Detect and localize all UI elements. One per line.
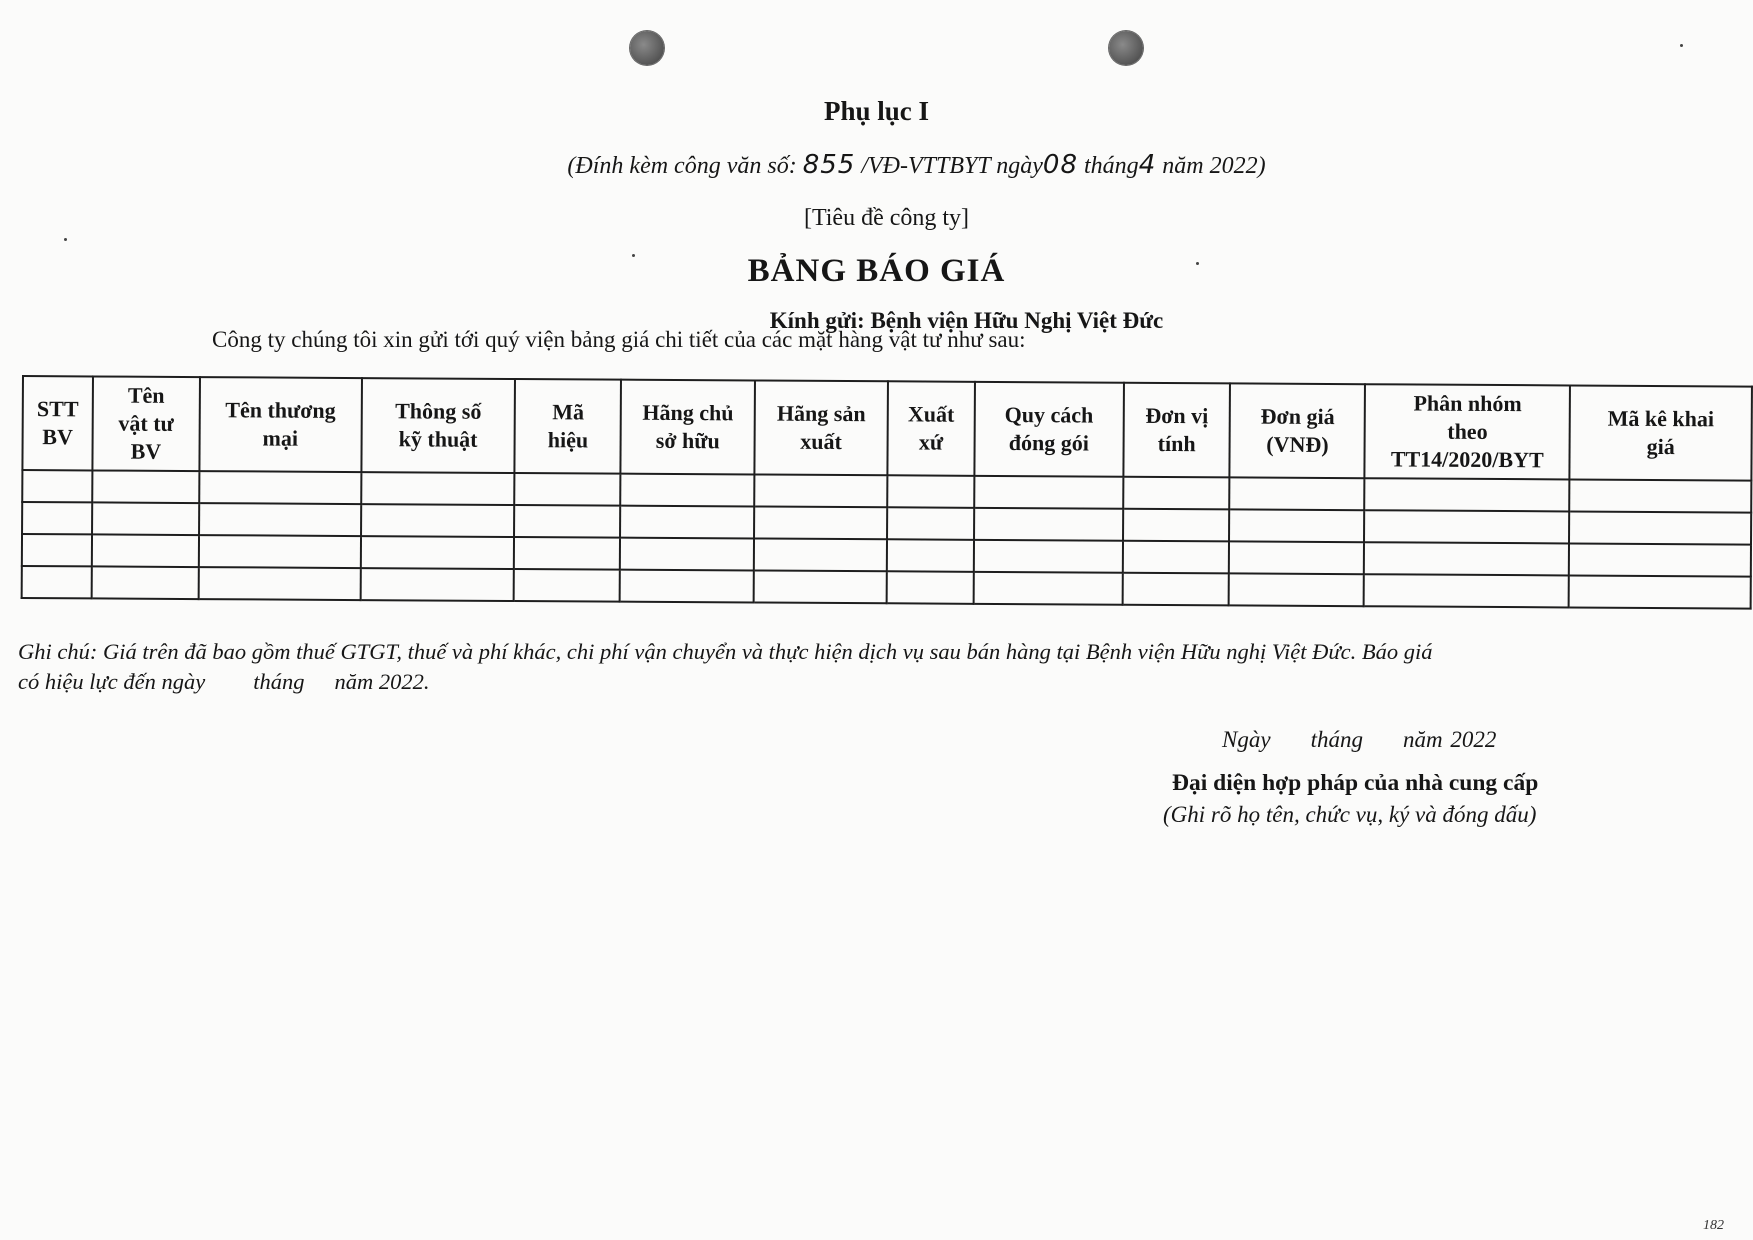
- column-header-line: Hãng chủ: [642, 399, 734, 426]
- column-header-line: xuất: [800, 428, 842, 455]
- column-header: [754, 380, 887, 475]
- column-header: [92, 376, 199, 471]
- column-header-line: kỹ thuật: [398, 426, 478, 452]
- table-cell[interactable]: [1365, 478, 1570, 511]
- column-header-line: theo: [1447, 418, 1488, 444]
- table-cell[interactable]: [887, 571, 974, 604]
- column-header-line: Đơn giá: [1260, 403, 1335, 430]
- column-header-line: tính: [1157, 430, 1196, 457]
- company-header: [Tiêu đề công ty]: [803, 205, 970, 231]
- table-cell[interactable]: [887, 507, 974, 540]
- column-header-line: hiệu: [547, 427, 589, 453]
- column-header-line: (VNĐ): [1266, 431, 1329, 457]
- table-cell[interactable]: [1364, 574, 1569, 607]
- table-cell[interactable]: [1122, 541, 1229, 574]
- reference-year: năm 2022): [1162, 153, 1266, 179]
- scan-speck: [1680, 44, 1683, 47]
- column-header-line: Hãng sản: [776, 400, 866, 427]
- page-mark: 182: [1703, 1218, 1724, 1233]
- table-cell[interactable]: [92, 502, 199, 535]
- column-header: [361, 378, 515, 473]
- reference-prefix: (Đính kèm công văn số:: [567, 153, 797, 179]
- table-cell[interactable]: [198, 567, 360, 600]
- table-cell[interactable]: [1364, 510, 1569, 543]
- column-header: [199, 377, 361, 472]
- table-cell[interactable]: [22, 470, 92, 502]
- table-header-row: [22, 376, 1752, 481]
- table-cell[interactable]: [754, 506, 887, 539]
- table-cell[interactable]: [360, 536, 514, 569]
- column-header-line: Tên: [127, 382, 165, 408]
- column-header: [515, 379, 621, 474]
- column-header-line: BV: [42, 424, 73, 450]
- column-header: [22, 376, 93, 470]
- table-cell[interactable]: [515, 473, 621, 506]
- table-cell[interactable]: [1569, 479, 1751, 512]
- table-cell[interactable]: [22, 566, 92, 598]
- column-header: [887, 381, 974, 476]
- column-header-line: STT: [36, 396, 79, 422]
- table-cell[interactable]: [1229, 573, 1364, 606]
- table-cell[interactable]: [1123, 477, 1230, 510]
- column-header-line: giá: [1646, 433, 1675, 460]
- column-header: [1123, 383, 1230, 478]
- table-cell[interactable]: [754, 570, 887, 603]
- column-header: [1365, 384, 1570, 479]
- table-cell[interactable]: [22, 502, 92, 534]
- table-body: [22, 470, 1752, 609]
- table-cell[interactable]: [1122, 573, 1229, 606]
- intro-text: Công ty chúng tôi xin gửi tới quý viện bảng giá chi tiết của các mặt hàng vật tư như sau:: [212, 327, 1026, 352]
- column-header: [1230, 383, 1365, 478]
- column-header-line: xứ: [918, 429, 944, 455]
- note-month-label: tháng: [253, 669, 305, 694]
- column-header-line: vật tư: [118, 410, 174, 436]
- table-cell[interactable]: [887, 539, 974, 572]
- column-header-line: Mã kê khai: [1607, 405, 1715, 432]
- reference-line: [40, 150, 1753, 180]
- table-cell[interactable]: [1569, 511, 1751, 544]
- column-header-line: TT14/2020/BYT: [1390, 446, 1544, 473]
- reference-month-label: tháng: [1084, 153, 1139, 179]
- table-cell[interactable]: [974, 508, 1123, 541]
- price-quote-table: [21, 375, 1753, 610]
- reference-number: 855: [802, 150, 856, 180]
- table-cell[interactable]: [973, 572, 1122, 605]
- column-header-line: sở hữu: [655, 427, 720, 454]
- column-header-line: mại: [262, 425, 299, 451]
- column-header-line: Quy cách: [1004, 402, 1094, 428]
- table-cell[interactable]: [1230, 477, 1365, 510]
- table-cell[interactable]: [360, 568, 514, 601]
- table-cell[interactable]: [514, 505, 620, 538]
- signature-month-label: tháng: [1310, 727, 1363, 752]
- column-header-line: đóng gói: [1008, 430, 1089, 456]
- signature-year-label: năm 2022: [1402, 727, 1497, 752]
- punch-hole-right: [1109, 31, 1143, 65]
- reference-month: 4: [1138, 150, 1157, 180]
- table-cell[interactable]: [1569, 575, 1751, 608]
- table-cell[interactable]: [514, 537, 620, 570]
- reference-suffix: /VĐ-VTTBYT ngày: [861, 153, 1043, 179]
- table-cell[interactable]: [620, 506, 754, 539]
- column-header-line: Thông số: [395, 398, 482, 424]
- table-cell[interactable]: [92, 566, 199, 599]
- note-year-label: năm 2022.: [334, 669, 430, 694]
- table-cell[interactable]: [22, 534, 92, 566]
- scan-speck: [64, 238, 67, 241]
- table-cell[interactable]: [1229, 509, 1364, 542]
- column-header-line: Xuất: [907, 401, 955, 427]
- table-cell[interactable]: [1123, 509, 1230, 542]
- column-header-line: Tên thương: [225, 397, 336, 423]
- table-cell[interactable]: [361, 504, 515, 537]
- table-cell[interactable]: [620, 538, 754, 571]
- column-header-line: Phân nhóm: [1413, 390, 1522, 417]
- signature-instruction: (Ghi rõ họ tên, chức vụ, ký và đóng dấu): [1163, 802, 1537, 827]
- table-cell[interactable]: [974, 540, 1123, 573]
- table-cell[interactable]: [974, 476, 1123, 509]
- reference-day: 08: [1042, 150, 1079, 180]
- column-header: [974, 382, 1123, 477]
- table-cell[interactable]: [1229, 541, 1364, 574]
- column-header-line: Đơn vị: [1145, 402, 1209, 429]
- note-block: [18, 637, 1658, 697]
- signature-date: [1222, 727, 1496, 753]
- table-cell[interactable]: [620, 570, 754, 603]
- note-line-1: Ghi chú: Giá trên đã bao gồm thuế GTGT, thuế và phí khác, chi phí vận chuyển và thực hiện dịch vụ sau bán hàng tại Bệnh viện Hữu nghị Việt Đức. Báo giá: [18, 639, 1433, 664]
- table-cell[interactable]: [620, 474, 754, 507]
- table-cell[interactable]: [887, 475, 974, 508]
- table-cell[interactable]: [1569, 543, 1751, 576]
- table-cell[interactable]: [92, 534, 199, 567]
- punch-hole-left: [630, 31, 664, 65]
- table-cell[interactable]: [92, 470, 199, 503]
- signature-title: Đại diện hợp pháp của nhà cung cấp: [1172, 770, 1539, 796]
- appendix-title: Phụ lục I: [823, 96, 930, 126]
- table-cell[interactable]: [1364, 542, 1569, 575]
- recipient-line: Kính gửi: Bệnh viện Hữu Nghị Việt Đức: [769, 308, 1164, 333]
- column-header: [1570, 385, 1752, 480]
- table-cell[interactable]: [754, 538, 887, 571]
- table-cell[interactable]: [199, 471, 361, 504]
- column-header-line: Mã: [552, 399, 585, 425]
- table-cell[interactable]: [199, 535, 361, 568]
- note-line-2: [18, 667, 1658, 697]
- table-cell[interactable]: [199, 503, 361, 536]
- column-header: [621, 380, 755, 475]
- column-header-line: BV: [130, 438, 162, 464]
- signature-day-label: Ngày: [1222, 727, 1271, 752]
- main-title: BẢNG BÁO GIÁ: [747, 253, 1006, 289]
- note-validity-label: có hiệu lực đến ngày: [18, 669, 206, 694]
- table-cell[interactable]: [754, 474, 887, 507]
- table-cell[interactable]: [514, 569, 620, 602]
- table-cell[interactable]: [361, 472, 515, 505]
